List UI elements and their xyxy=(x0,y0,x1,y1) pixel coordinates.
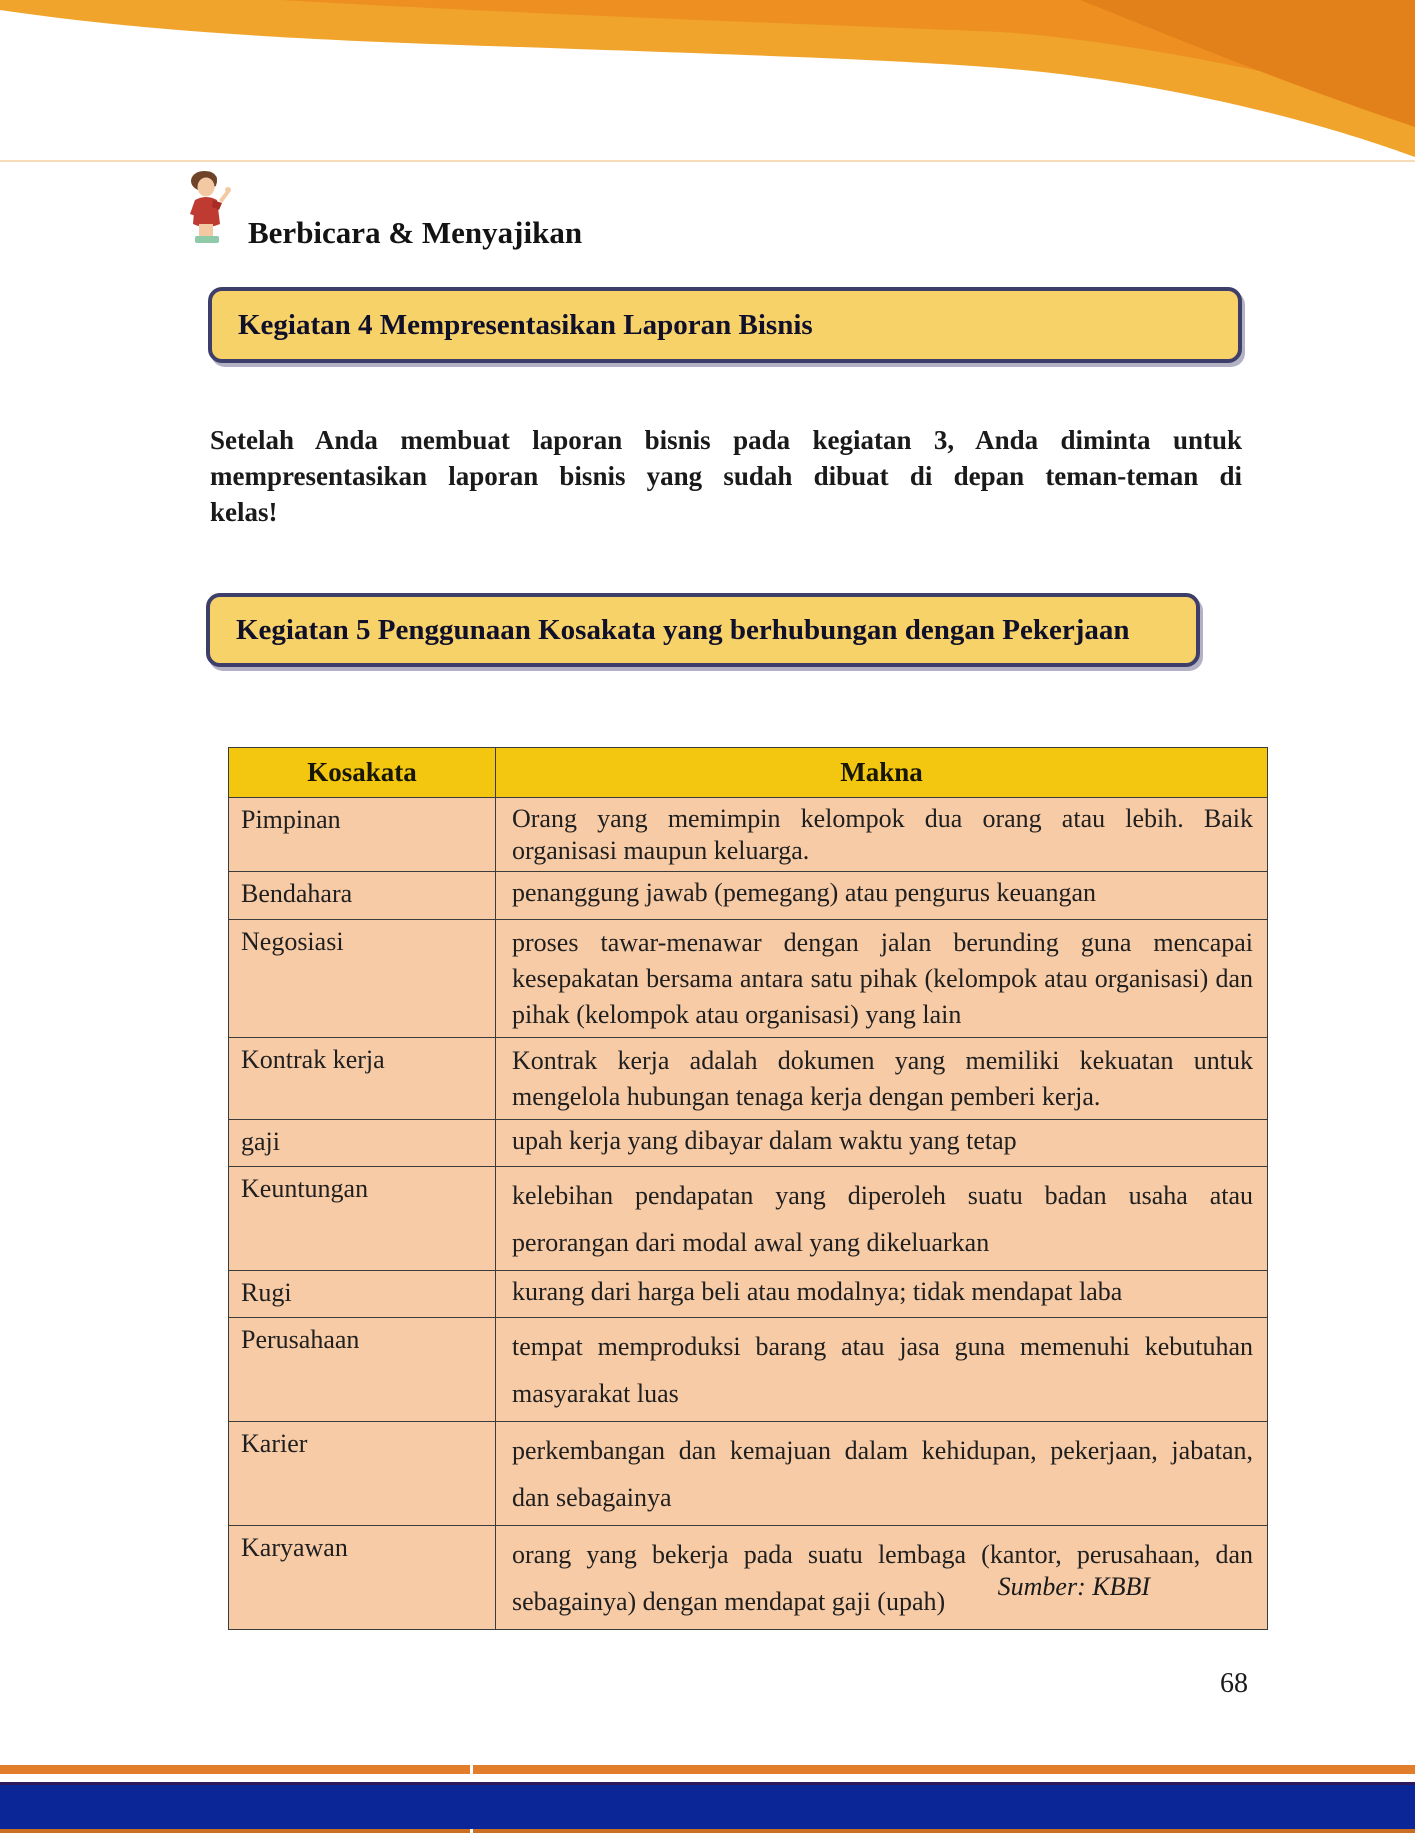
footer-orange-bar-divider xyxy=(470,1765,473,1774)
term-cell: Bendahara xyxy=(229,872,496,920)
term-cell: Karyawan xyxy=(229,1526,496,1630)
meaning-cell: Kontrak kerja adalah dokumen yang memiliki kekuatan untuk mengelola hubungan tenaga kerja dengan pemberi kerja. xyxy=(496,1038,1268,1120)
table-row xyxy=(229,1038,1268,1120)
table-row xyxy=(229,920,1268,1038)
meaning-cell: upah kerja yang dibayar dalam waktu yang tetap xyxy=(496,1120,1268,1167)
footer-orange-bar xyxy=(0,1765,1415,1774)
page-header-wave xyxy=(0,0,1415,162)
meaning-cell: kelebihan pendapatan yang diperoleh suatu badan usaha atau perorangan dari modal awal yang dikeluarkan xyxy=(496,1167,1268,1271)
table-header-makna: Makna xyxy=(496,748,1268,798)
activity-banner-kegiatan-5 xyxy=(206,593,1200,667)
meaning-cell: proses tawar-menawar dengan jalan berunding guna mencapai kesepakatan bersama antara satu pihak (kelompok atau organisasi) dan pihak (kelompok atau organisasi) yang lain xyxy=(496,920,1268,1038)
intro-paragraph-line: Setelah Anda membuat laporan bisnis pada kegiatan 3, Anda diminta untuk xyxy=(210,425,1242,455)
table-row xyxy=(229,1271,1268,1318)
meaning-cell: perkembangan dan kemajuan dalam kehidupan, pekerjaan, jabatan, dan sebagainya xyxy=(496,1422,1268,1526)
meaning-cell: Orang yang memimpin kelompok dua orang atau lebih. Baik organisasi maupun keluarga. xyxy=(496,798,1268,872)
table-row xyxy=(229,798,1268,872)
term-cell: Perusahaan xyxy=(229,1318,496,1422)
meaning-cell: kurang dari harga beli atau modalnya; tidak mendapat laba xyxy=(496,1271,1268,1318)
term-cell: Rugi xyxy=(229,1271,496,1318)
term-cell: Pimpinan xyxy=(229,798,496,872)
term-cell: Kontrak kerja xyxy=(229,1038,496,1120)
speaking-person-graphic xyxy=(183,170,237,246)
page-number: 68 xyxy=(1220,1668,1248,1699)
table-row xyxy=(229,1167,1268,1271)
section-title: Berbicara & Menyajikan xyxy=(248,215,583,250)
term-cell: Keuntungan xyxy=(229,1167,496,1271)
intro-paragraph xyxy=(210,422,1242,530)
table-row xyxy=(229,1120,1268,1167)
meaning-cell: penanggung jawab (pemegang) atau pengurus keuangan xyxy=(496,872,1268,920)
header-divider-line xyxy=(0,160,1415,162)
speaking-person-icon xyxy=(183,170,237,246)
intro-paragraph-line: kelas! xyxy=(210,497,278,527)
term-cell: Negosiasi xyxy=(229,920,496,1038)
intro-paragraph-line: mempresentasikan laporan bisnis yang sudah dibuat di depan teman-teman di xyxy=(210,461,1242,491)
table-row xyxy=(229,1422,1268,1526)
wave-graphic xyxy=(0,0,1415,162)
table-row xyxy=(229,872,1268,920)
footer-bottom-strip xyxy=(0,1829,1415,1833)
footer-bottom-strip-divider xyxy=(470,1829,473,1833)
activity-banner-kegiatan-4 xyxy=(208,287,1242,363)
meaning-cell: orang yang bekerja pada suatu lembaga (kantor, perusahaan, dan sebagainya) dengan mendapat gaji (upah) xyxy=(496,1526,1268,1630)
term-cell: Karier xyxy=(229,1422,496,1526)
source-note: Sumber: KBBI xyxy=(997,1572,1150,1601)
term-cell: gaji xyxy=(229,1120,496,1167)
table-header-row xyxy=(229,748,1268,798)
activity-banner-5-label: Kegiatan 5 Penggunaan Kosakata yang berhubungan dengan Pekerjaan xyxy=(236,613,1130,646)
table-header-kosakata: Kosakata xyxy=(229,748,496,798)
vocab-table-grid xyxy=(228,747,1268,1630)
footer-blue-bar xyxy=(0,1782,1415,1829)
activity-banner-4-label: Kegiatan 4 Mempresentasikan Laporan Bisnis xyxy=(238,308,813,341)
meaning-cell: tempat memproduksi barang atau jasa guna memenuhi kebutuhan masyarakat luas xyxy=(496,1318,1268,1422)
vocab-table xyxy=(228,747,1268,1630)
table-row xyxy=(229,1318,1268,1422)
